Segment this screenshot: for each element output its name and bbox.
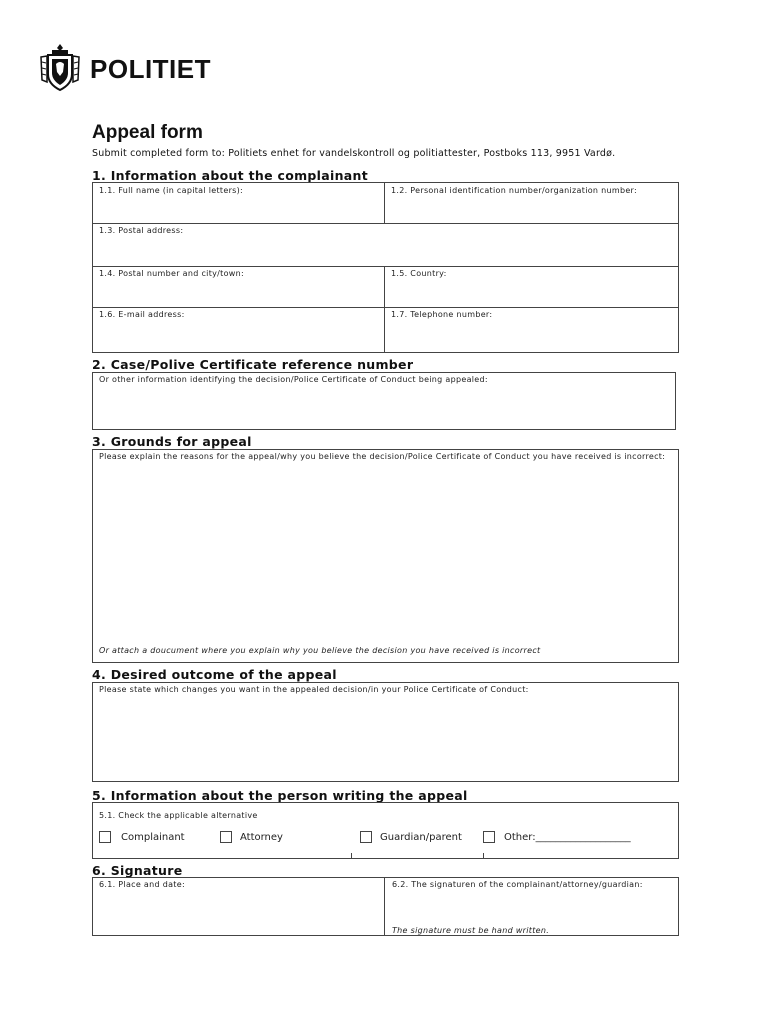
other-checkbox[interactable] xyxy=(483,831,495,843)
guardian-option-label: Guardian/parent xyxy=(380,832,462,843)
postal-number-field[interactable]: 1.4. Postal number and city/town: xyxy=(99,269,245,278)
complainant-option-label: Complainant xyxy=(121,832,185,843)
section-5-heading: 5. Information about the person writing the appeal xyxy=(92,788,468,803)
outcome-hint: Please state which changes you want in the appealed decision/in your Police Certificate of Conduct: xyxy=(99,685,529,694)
section-4-heading: 4. Desired outcome of the appeal xyxy=(92,667,337,682)
writer-info-table xyxy=(92,802,679,859)
personal-id-field[interactable]: 1.2. Personal identification number/organization number: xyxy=(391,186,637,195)
grounds-for-appeal-field[interactable] xyxy=(92,449,679,663)
brand-name: POLITIET xyxy=(90,54,211,84)
signature-table xyxy=(92,877,679,936)
section-1-heading: 1. Information about the complainant xyxy=(92,168,368,183)
attorney-checkbox[interactable] xyxy=(220,831,232,843)
desired-outcome-field[interactable] xyxy=(92,682,679,782)
section-3-heading: 3. Grounds for appeal xyxy=(92,434,252,449)
guardian-checkbox[interactable] xyxy=(360,831,372,843)
police-logo xyxy=(38,42,228,94)
email-field[interactable]: 1.6. E-mail address: xyxy=(99,310,185,319)
grounds-hint: Please explain the reasons for the appeal/why you believe the decision/Police Certificate of Conduct you have received is incorrect: xyxy=(99,452,666,461)
complainant-checkbox[interactable] xyxy=(99,831,111,843)
submit-instructions: Submit completed form to: Politiets enhet for vandelskontroll og politiattester, Postboks 113, 9951 Vardø. xyxy=(92,148,616,159)
country-field[interactable]: 1.5. Country: xyxy=(391,269,447,278)
place-and-date-field[interactable]: 6.1. Place and date: xyxy=(99,880,185,889)
coat-of-arms-icon xyxy=(38,42,82,92)
attach-document-note: Or attach a doucument where you explain why you believe the decision you have received is incorrect xyxy=(99,646,541,655)
reference-number-field[interactable] xyxy=(92,372,676,430)
signature-note: The signature must be hand written. xyxy=(392,926,550,935)
section-2-heading: 2. Case/Polive Certificate reference number xyxy=(92,357,414,372)
reference-hint: Or other information identifying the decision/Police Certificate of Conduct being appealed: xyxy=(99,375,488,384)
telephone-field[interactable]: 1.7. Telephone number: xyxy=(391,310,493,319)
other-option-label[interactable]: Other:___________________ xyxy=(504,832,631,843)
signature-field[interactable]: 6.2. The signaturen of the complainant/attorney/guardian: xyxy=(392,880,643,889)
postal-address-field[interactable]: 1.3. Postal address: xyxy=(99,226,184,235)
page-title: Appeal form xyxy=(92,122,203,143)
attorney-option-label: Attorney xyxy=(240,832,283,843)
section-6-heading: 6. Signature xyxy=(92,863,183,878)
complainant-info-table xyxy=(92,182,679,353)
check-alternative-label: 5.1. Check the applicable alternative xyxy=(99,811,258,820)
full-name-field[interactable]: 1.1. Full name (in capital letters): xyxy=(99,186,244,195)
